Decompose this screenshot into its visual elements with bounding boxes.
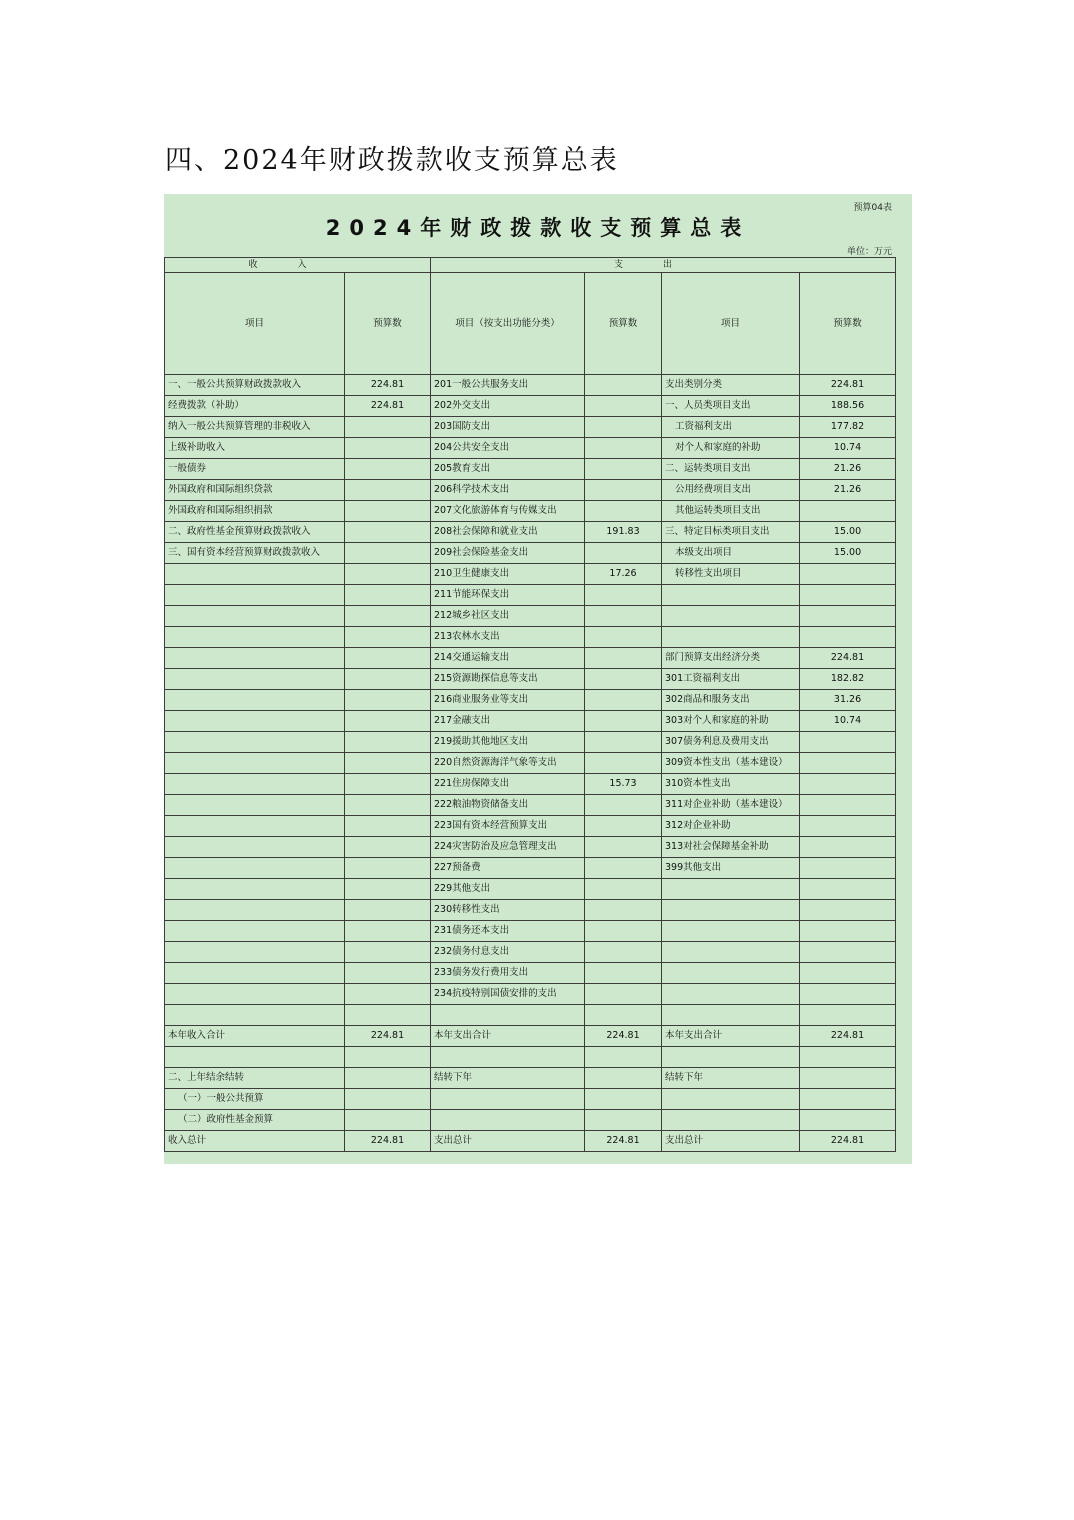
cell-type-item: 部门预算支出经济分类	[662, 648, 800, 669]
cell-func-item	[431, 1089, 585, 1110]
cell-income-item	[165, 1005, 345, 1026]
cell-func-item: 215资源勘探信息等支出	[431, 669, 585, 690]
cell-income-item	[165, 795, 345, 816]
cell-type-item: 本年支出合计	[662, 1026, 800, 1047]
cell-type-item: 三、特定目标类项目支出	[662, 522, 800, 543]
cell-type-item: 311对企业补助（基本建设）	[662, 795, 800, 816]
cell-income-amount	[345, 417, 431, 438]
cell-type-item: 转移性支出项目	[662, 564, 800, 585]
cell-type-item: 二、运转类项目支出	[662, 459, 800, 480]
cell-func-amount	[585, 648, 662, 669]
cell-func-item: 207文化旅游体育与传媒支出	[431, 501, 585, 522]
cell-income-amount	[345, 1005, 431, 1026]
cell-func-item: 201一般公共服务支出	[431, 375, 585, 396]
cell-income-item	[165, 921, 345, 942]
cell-func-item: 结转下年	[431, 1068, 585, 1089]
col-header-income-amount: 预算数	[345, 273, 431, 375]
table-row	[165, 816, 896, 837]
cell-func-item: 219援助其他地区支出	[431, 732, 585, 753]
income-section-header: 收入	[165, 258, 431, 273]
cell-type-item	[662, 879, 800, 900]
cell-income-amount: 224.81	[345, 396, 431, 417]
cell-type-item	[662, 1047, 800, 1068]
table-row	[165, 501, 896, 522]
cell-income-item: 经费拨款（补助）	[165, 396, 345, 417]
table-row	[165, 627, 896, 648]
cell-func-item: 本年支出合计	[431, 1026, 585, 1047]
cell-func-item: 231债务还本支出	[431, 921, 585, 942]
cell-func-amount	[585, 732, 662, 753]
cell-type-item: 301工资福利支出	[662, 669, 800, 690]
table-row	[165, 1131, 896, 1152]
cell-func-amount: 224.81	[585, 1131, 662, 1152]
cell-type-item: 303对个人和家庭的补助	[662, 711, 800, 732]
cell-income-item: 纳入一般公共预算管理的非税收入	[165, 417, 345, 438]
table-row	[165, 732, 896, 753]
cell-income-amount: 224.81	[345, 375, 431, 396]
cell-func-item: 202外交支出	[431, 396, 585, 417]
cell-type-amount	[800, 1068, 896, 1089]
cell-func-item: 233债务发行费用支出	[431, 963, 585, 984]
cell-type-item	[662, 1089, 800, 1110]
cell-type-item: 302商品和服务支出	[662, 690, 800, 711]
expense-section-header: 支出	[431, 258, 896, 273]
cell-income-item: （一）一般公共预算	[165, 1089, 345, 1110]
table-row	[165, 1005, 896, 1026]
cell-income-item: 一、一般公共预算财政拨款收入	[165, 375, 345, 396]
col-header-type-amount: 预算数	[800, 273, 896, 375]
cell-func-amount	[585, 375, 662, 396]
cell-type-amount	[800, 879, 896, 900]
cell-func-item: 205教育支出	[431, 459, 585, 480]
col-header-func-amount: 预算数	[585, 273, 662, 375]
cell-income-amount	[345, 627, 431, 648]
table-row	[165, 585, 896, 606]
cell-income-item	[165, 732, 345, 753]
cell-type-item	[662, 963, 800, 984]
table-row	[165, 963, 896, 984]
cell-func-item	[431, 1110, 585, 1131]
cell-income-amount	[345, 816, 431, 837]
cell-type-item: 结转下年	[662, 1068, 800, 1089]
cell-func-amount	[585, 480, 662, 501]
cell-func-amount	[585, 942, 662, 963]
cell-func-item: 211节能环保支出	[431, 585, 585, 606]
cell-income-item	[165, 711, 345, 732]
cell-func-item: 216商业服务业等支出	[431, 690, 585, 711]
cell-func-amount	[585, 795, 662, 816]
cell-income-amount	[345, 963, 431, 984]
cell-income-item	[165, 648, 345, 669]
cell-type-amount	[800, 858, 896, 879]
cell-func-amount	[585, 606, 662, 627]
cell-func-amount	[585, 438, 662, 459]
cell-income-amount	[345, 711, 431, 732]
cell-func-amount	[585, 984, 662, 1005]
cell-type-item: 310资本性支出	[662, 774, 800, 795]
cell-type-amount	[800, 585, 896, 606]
cell-type-amount: 224.81	[800, 375, 896, 396]
cell-func-amount	[585, 753, 662, 774]
table-row	[165, 753, 896, 774]
table-row	[165, 1047, 896, 1068]
cell-income-amount	[345, 438, 431, 459]
cell-func-amount	[585, 396, 662, 417]
cell-income-item	[165, 627, 345, 648]
cell-income-item: （二）政府性基金预算	[165, 1110, 345, 1131]
cell-func-item: 208社会保障和就业支出	[431, 522, 585, 543]
section-header-row	[165, 258, 896, 273]
cell-type-amount: 21.26	[800, 459, 896, 480]
cell-func-amount	[585, 837, 662, 858]
cell-income-item	[165, 669, 345, 690]
cell-income-amount	[345, 480, 431, 501]
cell-func-amount	[585, 585, 662, 606]
cell-func-amount	[585, 669, 662, 690]
cell-func-amount: 15.73	[585, 774, 662, 795]
cell-income-amount	[345, 648, 431, 669]
cell-income-item: 三、国有资本经营预算财政拨款收入	[165, 543, 345, 564]
cell-func-amount	[585, 1068, 662, 1089]
cell-income-amount	[345, 837, 431, 858]
cell-type-amount: 10.74	[800, 438, 896, 459]
cell-income-amount	[345, 1110, 431, 1131]
cell-type-item	[662, 942, 800, 963]
cell-type-item: 309资本性支出（基本建设）	[662, 753, 800, 774]
table-row	[165, 648, 896, 669]
table-row	[165, 669, 896, 690]
form-code: 预算04表	[853, 203, 892, 213]
cell-type-amount	[800, 816, 896, 837]
cell-type-item: 支出总计	[662, 1131, 800, 1152]
cell-income-item: 二、政府性基金预算财政拨款收入	[165, 522, 345, 543]
table-row	[165, 543, 896, 564]
cell-func-amount: 17.26	[585, 564, 662, 585]
cell-type-item	[662, 1005, 800, 1026]
table-row	[165, 858, 896, 879]
cell-type-item: 399其他支出	[662, 858, 800, 879]
cell-func-item: 223国有资本经营预算支出	[431, 816, 585, 837]
cell-income-amount	[345, 669, 431, 690]
cell-income-item	[165, 984, 345, 1005]
cell-income-amount	[345, 543, 431, 564]
cell-type-amount: 177.82	[800, 417, 896, 438]
table-row	[165, 774, 896, 795]
table-row	[165, 375, 896, 396]
cell-type-amount	[800, 942, 896, 963]
cell-func-amount	[585, 459, 662, 480]
table-row	[165, 984, 896, 1005]
table-row	[165, 879, 896, 900]
cell-type-amount	[800, 606, 896, 627]
col-header-type-item: 项目	[662, 273, 800, 375]
cell-type-item: 312对企业补助	[662, 816, 800, 837]
cell-income-amount	[345, 732, 431, 753]
cell-type-amount: 31.26	[800, 690, 896, 711]
cell-func-item: 203国防支出	[431, 417, 585, 438]
cell-func-item: 217金融支出	[431, 711, 585, 732]
cell-type-item: 其他运转类项目支出	[662, 501, 800, 522]
cell-type-amount: 15.00	[800, 522, 896, 543]
cell-type-item: 本级支出项目	[662, 543, 800, 564]
cell-type-amount	[800, 1047, 896, 1068]
cell-func-amount	[585, 417, 662, 438]
table-row	[165, 942, 896, 963]
table-row	[165, 417, 896, 438]
table-row	[165, 459, 896, 480]
cell-func-item: 220自然资源海洋气象等支出	[431, 753, 585, 774]
cell-func-amount	[585, 879, 662, 900]
cell-func-item	[431, 1047, 585, 1068]
cell-func-item: 206科学技术支出	[431, 480, 585, 501]
cell-type-item	[662, 921, 800, 942]
cell-income-amount	[345, 585, 431, 606]
cell-income-item	[165, 837, 345, 858]
cell-func-amount	[585, 921, 662, 942]
cell-type-item	[662, 585, 800, 606]
cell-func-item: 209社会保险基金支出	[431, 543, 585, 564]
cell-func-amount	[585, 858, 662, 879]
cell-income-item: 外国政府和国际组织贷款	[165, 480, 345, 501]
cell-income-amount	[345, 564, 431, 585]
cell-type-amount	[800, 1110, 896, 1131]
cell-income-amount	[345, 984, 431, 1005]
cell-type-item: 一、人员类项目支出	[662, 396, 800, 417]
cell-func-item: 支出总计	[431, 1131, 585, 1152]
cell-type-item	[662, 1110, 800, 1131]
budget-table	[164, 257, 896, 1152]
table-row	[165, 1089, 896, 1110]
sheet-title: 2024年财政拨款收支预算总表	[325, 216, 751, 240]
cell-income-amount	[345, 1068, 431, 1089]
cell-func-amount	[585, 690, 662, 711]
cell-func-amount	[585, 627, 662, 648]
cell-func-item: 232债务付息支出	[431, 942, 585, 963]
cell-income-item	[165, 858, 345, 879]
cell-type-amount: 224.81	[800, 1026, 896, 1047]
column-header-row	[165, 273, 896, 375]
cell-func-item: 222粮油物资储备支出	[431, 795, 585, 816]
page-heading: 四、2024年财政拨款收支预算总表	[165, 145, 619, 176]
cell-income-item	[165, 585, 345, 606]
table-row	[165, 1068, 896, 1089]
cell-func-item: 214交通运输支出	[431, 648, 585, 669]
cell-func-amount	[585, 816, 662, 837]
cell-income-amount	[345, 900, 431, 921]
cell-type-item	[662, 606, 800, 627]
cell-income-item	[165, 753, 345, 774]
table-row	[165, 564, 896, 585]
cell-type-amount	[800, 774, 896, 795]
cell-income-amount	[345, 753, 431, 774]
cell-income-item: 一般债券	[165, 459, 345, 480]
cell-type-item: 对个人和家庭的补助	[662, 438, 800, 459]
cell-func-item: 234抗疫特别国债安排的支出	[431, 984, 585, 1005]
cell-func-amount	[585, 543, 662, 564]
cell-income-amount: 224.81	[345, 1131, 431, 1152]
cell-income-item	[165, 900, 345, 921]
cell-income-amount	[345, 858, 431, 879]
cell-func-amount: 224.81	[585, 1026, 662, 1047]
cell-type-amount: 224.81	[800, 1131, 896, 1152]
cell-type-amount	[800, 732, 896, 753]
cell-income-amount: 224.81	[345, 1026, 431, 1047]
cell-type-amount: 10.74	[800, 711, 896, 732]
cell-type-amount	[800, 837, 896, 858]
cell-income-amount	[345, 501, 431, 522]
cell-type-amount: 15.00	[800, 543, 896, 564]
cell-income-amount	[345, 774, 431, 795]
cell-func-item: 204公共安全支出	[431, 438, 585, 459]
cell-type-item: 工资福利支出	[662, 417, 800, 438]
cell-type-amount: 224.81	[800, 648, 896, 669]
cell-func-item: 227预备费	[431, 858, 585, 879]
cell-income-item: 上级补助收入	[165, 438, 345, 459]
cell-income-item	[165, 879, 345, 900]
table-row	[165, 606, 896, 627]
table-row	[165, 690, 896, 711]
cell-income-item: 外国政府和国际组织捐款	[165, 501, 345, 522]
cell-income-amount	[345, 921, 431, 942]
cell-func-item: 224灾害防治及应急管理支出	[431, 837, 585, 858]
cell-type-amount	[800, 900, 896, 921]
cell-func-item: 221住房保障支出	[431, 774, 585, 795]
cell-income-amount	[345, 459, 431, 480]
cell-income-item: 收入总计	[165, 1131, 345, 1152]
cell-type-amount	[800, 564, 896, 585]
cell-income-amount	[345, 522, 431, 543]
cell-type-amount: 182.82	[800, 669, 896, 690]
cell-type-item: 公用经费项目支出	[662, 480, 800, 501]
cell-type-amount	[800, 984, 896, 1005]
cell-type-item	[662, 900, 800, 921]
cell-income-amount	[345, 942, 431, 963]
cell-type-amount	[800, 501, 896, 522]
cell-type-amount	[800, 1089, 896, 1110]
table-row	[165, 837, 896, 858]
cell-income-item	[165, 816, 345, 837]
cell-func-item: 212城乡社区支出	[431, 606, 585, 627]
cell-func-amount	[585, 1047, 662, 1068]
cell-income-amount	[345, 690, 431, 711]
cell-func-item: 229其他支出	[431, 879, 585, 900]
cell-func-item	[431, 1005, 585, 1026]
cell-income-item	[165, 690, 345, 711]
cell-func-amount	[585, 1089, 662, 1110]
cell-type-amount	[800, 921, 896, 942]
table-row	[165, 396, 896, 417]
cell-income-item	[165, 606, 345, 627]
cell-type-amount: 21.26	[800, 480, 896, 501]
cell-type-amount	[800, 1005, 896, 1026]
table-row	[165, 1026, 896, 1047]
cell-type-item	[662, 984, 800, 1005]
budget-sheet	[164, 194, 912, 1164]
col-header-func-item: 项目（按支出功能分类）	[431, 273, 585, 375]
cell-func-item: 213农林水支出	[431, 627, 585, 648]
col-header-income-item: 项目	[165, 273, 345, 375]
cell-income-item	[165, 963, 345, 984]
cell-type-amount	[800, 627, 896, 648]
cell-type-amount: 188.56	[800, 396, 896, 417]
cell-income-amount	[345, 795, 431, 816]
cell-func-amount	[585, 1110, 662, 1131]
unit-label: 单位：万元	[846, 247, 892, 257]
table-row	[165, 480, 896, 501]
cell-func-item: 230转移性支出	[431, 900, 585, 921]
cell-func-amount: 191.83	[585, 522, 662, 543]
cell-income-item	[165, 774, 345, 795]
cell-func-amount	[585, 1005, 662, 1026]
cell-income-item	[165, 1047, 345, 1068]
cell-income-item: 本年收入合计	[165, 1026, 345, 1047]
cell-type-item: 313对社会保障基金补助	[662, 837, 800, 858]
cell-income-amount	[345, 879, 431, 900]
table-row	[165, 522, 896, 543]
cell-func-amount	[585, 900, 662, 921]
cell-income-amount	[345, 1047, 431, 1068]
cell-func-amount	[585, 963, 662, 984]
cell-type-item: 307债务利息及费用支出	[662, 732, 800, 753]
cell-income-item	[165, 942, 345, 963]
cell-income-item: 二、上年结余结转	[165, 1068, 345, 1089]
cell-func-item: 210卫生健康支出	[431, 564, 585, 585]
cell-func-amount	[585, 711, 662, 732]
table-row	[165, 438, 896, 459]
cell-type-item	[662, 627, 800, 648]
table-row	[165, 711, 896, 732]
cell-type-amount	[800, 795, 896, 816]
cell-type-item: 支出类别分类	[662, 375, 800, 396]
cell-income-amount	[345, 606, 431, 627]
table-row	[165, 1110, 896, 1131]
table-row	[165, 921, 896, 942]
cell-type-amount	[800, 753, 896, 774]
cell-income-item	[165, 564, 345, 585]
table-row	[165, 795, 896, 816]
table-row	[165, 900, 896, 921]
cell-type-amount	[800, 963, 896, 984]
cell-func-amount	[585, 501, 662, 522]
cell-income-amount	[345, 1089, 431, 1110]
